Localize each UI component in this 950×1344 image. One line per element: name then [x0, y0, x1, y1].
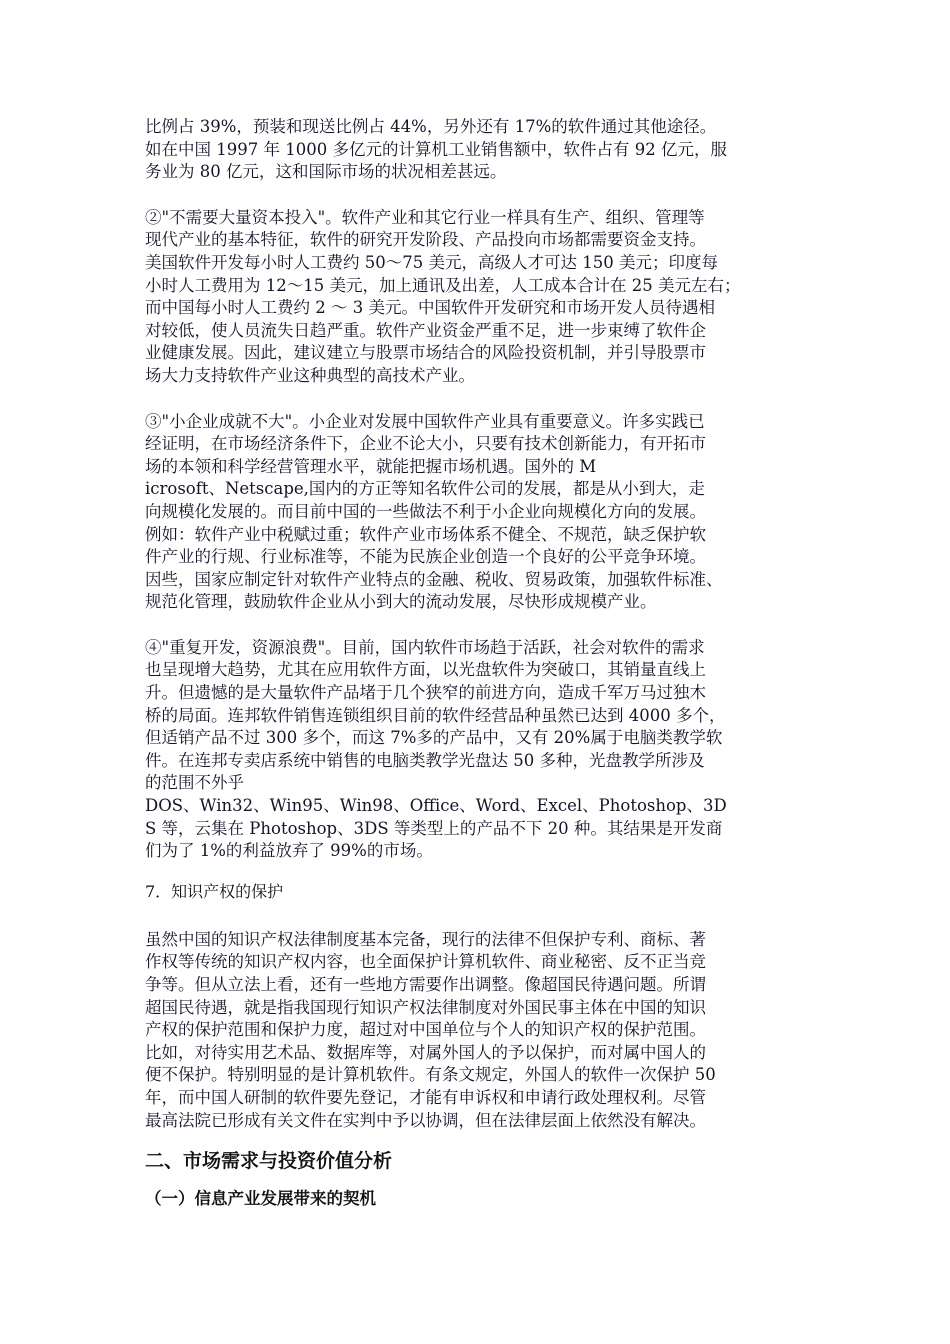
text-line: DOS、Win32、Win95、Win98、Office、Word、Excel、Photoshop、3D — [145, 796, 727, 816]
text-line: 规范化管理，鼓励软件企业从小到大的流动发展，尽快形成规模产业。 — [145, 592, 657, 612]
text-line: 升。但遗憾的是大量软件产品堵于几个狭窄的前进方向，造成千军万马过独木 — [145, 683, 706, 703]
text-line: 产权的保护范围和保护力度，超过对中国单位与个人的知识产权的保护范围。 — [145, 1020, 706, 1040]
text-line: 最高法院已形成有关文件在实判中予以协调，但在法律层面上依然没有解决。 — [145, 1110, 706, 1130]
text-line: 但适销产品不过 300 多个，而这 7%多的产品中，又有 20%属于电脑类教学软 — [145, 728, 723, 748]
text-line: 件产业的行规、行业标准等，不能为民族企业创造一个良好的公平竞争环境。 — [145, 547, 706, 567]
text-line: 便不保护。特别明显的是计算机软件。有条文规定，外国人的软件一次保护 50 — [145, 1065, 716, 1085]
text-line: 的范围不外乎 — [145, 773, 244, 793]
paragraph-1 — [145, 116, 815, 184]
text-line: 年，而中国人研制的软件要先登记，才能有申诉权和申请行政处理权利。尽管 — [145, 1087, 706, 1107]
text-line: 小时人工费用为 12～15 美元，加上通讯及出差，人工成本合计在 25 美元左右； — [145, 275, 741, 295]
text-line: 例如：软件产业中税赋过重；软件产业市场体系不健全、不规范，缺乏保护软 — [145, 524, 706, 544]
text-line: 虽然中国的知识产权法律制度基本完备，现行的法律不但保护专利、商标、著 — [145, 929, 706, 949]
section-heading: 二、市场需求与投资价值分析 — [145, 1150, 393, 1173]
text-line: 比例占 39%，预装和现送比例占 44%，另外还有 17%的软件通过其他途径。 — [145, 117, 717, 136]
text-line: 场大力支持软件产业这种典型的高技术产业。 — [145, 365, 475, 385]
text-line: icrosoft、Netscape,国内的方正等知名软件公司的发展，都是从小到大，走 — [145, 479, 705, 499]
text-line: 桥的局面。连邦软件销售连锁组织目前的软件经营品种虽然已达到 4000 多个， — [145, 705, 726, 725]
text-line: 场的本领和科学经营管理水平，就能把握市场机遇。国外的 M — [145, 456, 597, 476]
text-line: ②"不需要大量资本投入"。软件产业和其它行业一样具有生产、组织、管理等 — [145, 207, 705, 227]
text-line: 务业为 80 亿元，这和国际市场的状况相差甚远。 — [145, 162, 507, 182]
text-line: ③"小企业成就不大"。小企业对发展中国软件产业具有重要意义。许多实践已 — [145, 411, 705, 431]
paragraph-3 — [145, 411, 815, 614]
text-line: 争等。但从立法上看，还有一些地方需要作出调整。像超国民待遇问题。所谓 — [145, 975, 706, 994]
paragraph-5 — [145, 929, 815, 1132]
text-line: 如在中国 1997 年 1000 多亿元的计算机工业销售额中，软件占有 92 亿元，服 — [145, 139, 727, 159]
text-line: ④"重复开发，资源浪费"。目前，国内软件市场趋于活跃，社会对软件的需求 — [145, 637, 705, 657]
text-line: 向规模化发展的。而目前中国的一些做法不利于小企业向规模化方向的发展。 — [145, 501, 706, 521]
text-line: 超国民待遇，就是指我国现行知识产权法律制度对外国民事主体在中国的知识 — [145, 997, 706, 1017]
text-line: 对较低，使人员流失日趋严重。软件产业资金严重不足，进一步束缚了软件企 — [145, 320, 706, 340]
text-line: 件。在连邦专卖店系统中销售的电脑类教学光盘达 50 多种，光盘教学所涉及 — [145, 750, 705, 770]
section-item-7: 7．知识产权的保护 — [145, 881, 284, 901]
text-line: 作权等传统的知识产权内容，也全面保护计算机软件、商业秘密、反不正当竞 — [145, 952, 706, 972]
text-line: 们为了 1%的利益放弃了 99%的市场。 — [145, 841, 433, 861]
text-line: 因些，国家应制定针对软件产业特点的金融、税收、贸易政策，加强软件标准、 — [145, 569, 723, 589]
text-line: 现代产业的基本特征，软件的研究开发阶段、产品投向市场都需要资金支持。 — [145, 230, 706, 250]
text-line: 经证明，在市场经济条件下，企业不论大小，只要有技术创新能力，有开拓市 — [145, 434, 706, 454]
text-line: 美国软件开发每小时人工费约 50～75 美元，高级人才可达 150 美元；印度每 — [145, 252, 718, 272]
document-page — [145, 116, 815, 1210]
text-line: S 等，云集在 Photoshop、3DS 等类型上的产品不下 20 种。其结果是开发商 — [145, 818, 723, 838]
text-line: 比如，对待实用艺术品、数据库等，对属外国人的予以保护，而对属中国人的 — [145, 1042, 706, 1062]
text-line: 也呈现增大趋势，尤其在应用软件方面，以光盘软件为突破口，其销量直线上 — [145, 660, 706, 680]
paragraph-2 — [145, 207, 815, 388]
subsection-heading: （一）信息产业发展带来的契机 — [145, 1189, 376, 1209]
text-line: 而中国每小时人工费约 2 ～ 3 美元。中国软件开发研究和市场开发人员待遇相 — [145, 298, 715, 318]
paragraph-4 — [145, 637, 815, 863]
text-line: 业健康发展。因此，建议建立与股票市场结合的风险投资机制，并引导股票市 — [145, 343, 706, 363]
